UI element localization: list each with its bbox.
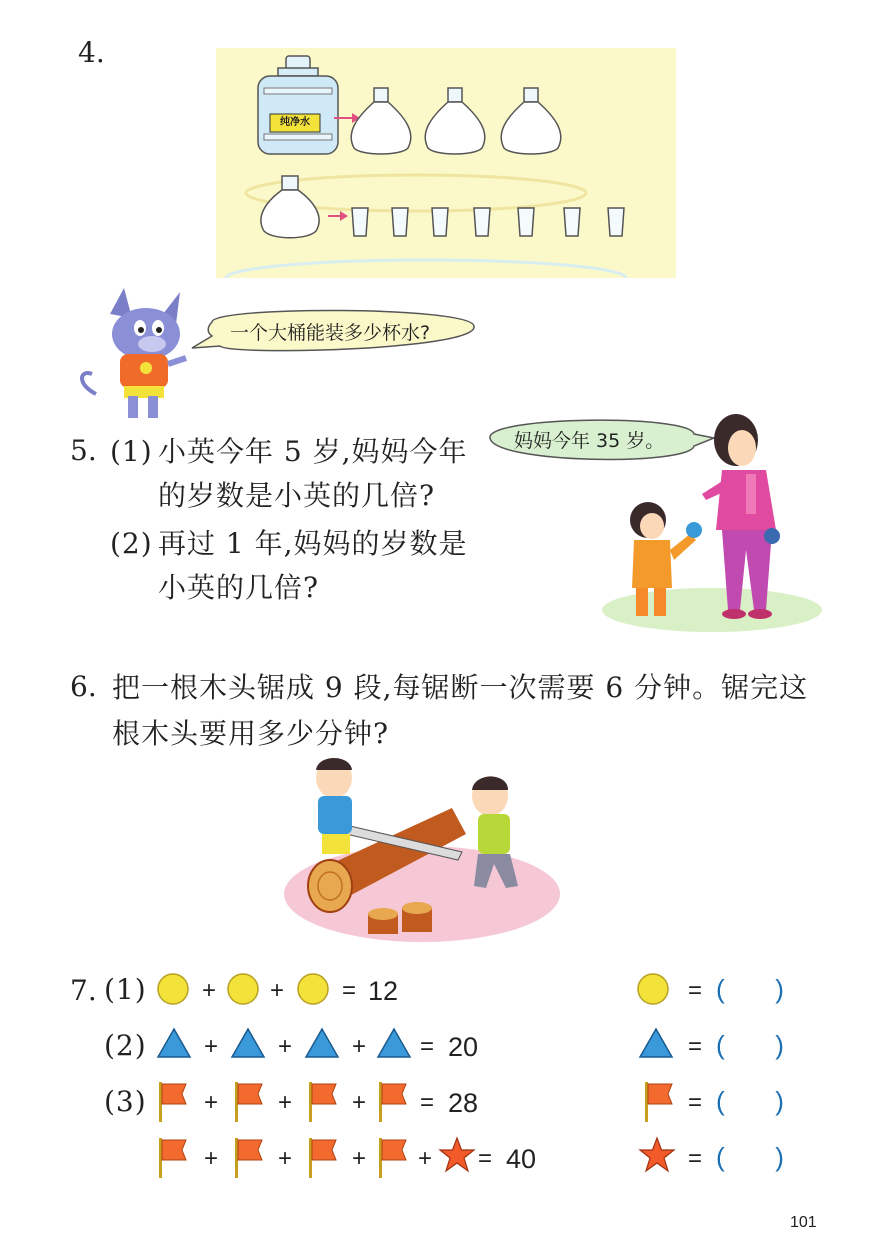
flag-shape-icon [156,1136,190,1180]
equals-sign: = [688,977,703,1004]
plus-sign: + [352,1089,367,1116]
row3-result: 28 [448,1088,479,1118]
problem-5-part2-line2: 小英的几倍? [158,571,320,604]
triangle-shape-icon [304,1026,340,1060]
problem-6-line2: 根木头要用多少分钟? [112,717,390,750]
problem-5-part1-label: (1) [110,435,153,468]
answer-blank-1[interactable]: ( ) [716,974,784,1004]
speech-text-4: 一个大桶能装多少杯水? [230,322,431,344]
water-illustration [216,48,676,278]
problem-5-part1-line2: 的岁数是小英的几倍? [158,479,436,512]
equals-sign: = [688,1145,703,1172]
plus-sign: + [204,1033,219,1060]
problem-5-part2-line1: 再过 1 年,妈妈的岁数是 [158,527,468,560]
problem-7-number: 7. [70,974,97,1007]
flag-shape-icon [376,1080,410,1124]
problem-5-part2-label: (2) [110,527,153,560]
flag-shape-icon [642,1080,676,1124]
flag-shape-icon [232,1136,266,1180]
problem-5-number: 5. [70,434,97,467]
flag-shape-icon [306,1080,340,1124]
sawing-log-image [282,748,562,944]
star-shape-icon [438,1136,476,1174]
circle-shape-icon [156,972,190,1006]
plus-sign: + [352,1033,367,1060]
equals-sign: = [420,1089,435,1116]
row4-result: 40 [506,1144,537,1174]
circle-shape-icon [296,972,330,1006]
problem-5-part1-line1: 小英今年 5 岁,妈妈今年 [158,435,468,468]
circle-shape-icon [226,972,260,1006]
plus-sign: + [202,977,217,1004]
plus-sign: + [278,1033,293,1060]
row2-label: (2) [104,1029,147,1062]
plus-sign: + [418,1145,433,1172]
plus-sign: + [204,1145,219,1172]
plus-sign: + [352,1145,367,1172]
row1-result: 12 [368,976,399,1006]
flag-shape-icon [306,1136,340,1180]
equals-sign: = [688,1089,703,1116]
equals-sign: = [420,1033,435,1060]
row2-result: 20 [448,1032,479,1062]
answer-blank-4[interactable]: ( ) [716,1142,784,1172]
problem-4-number: 4. [78,36,105,69]
equals-sign: = [342,977,357,1004]
page-number: 101 [790,1214,817,1231]
star-shape-icon [638,1136,676,1174]
problem-6-line1: 把一根木头锯成 9 段,每锯断一次需要 6 分钟。锯完这 [112,671,809,704]
circle-shape-icon [636,972,670,1006]
speech-bubble-4 [190,296,490,370]
row1-label: (1) [104,973,147,1006]
plus-sign: + [270,977,285,1004]
flag-shape-icon [232,1080,266,1124]
triangle-shape-icon [638,1026,674,1060]
plus-sign: + [278,1145,293,1172]
bottle-label: 纯净水 [280,117,310,128]
speech-text-5: 妈妈今年 35 岁。 [514,430,665,452]
row3-label: (3) [104,1085,147,1118]
plus-sign: + [204,1089,219,1116]
problem-6-number: 6. [70,670,97,703]
answer-blank-3[interactable]: ( ) [716,1086,784,1116]
triangle-shape-icon [376,1026,412,1060]
flag-shape-icon [376,1136,410,1180]
mouse-character-image [76,284,196,424]
equals-sign: = [478,1145,493,1172]
answer-blank-2[interactable]: ( ) [716,1030,784,1060]
triangle-shape-icon [156,1026,192,1060]
equals-sign: = [688,1033,703,1060]
plus-sign: + [278,1089,293,1116]
triangle-shape-icon [230,1026,266,1060]
flag-shape-icon [156,1080,190,1124]
mother-child-image [596,410,826,636]
